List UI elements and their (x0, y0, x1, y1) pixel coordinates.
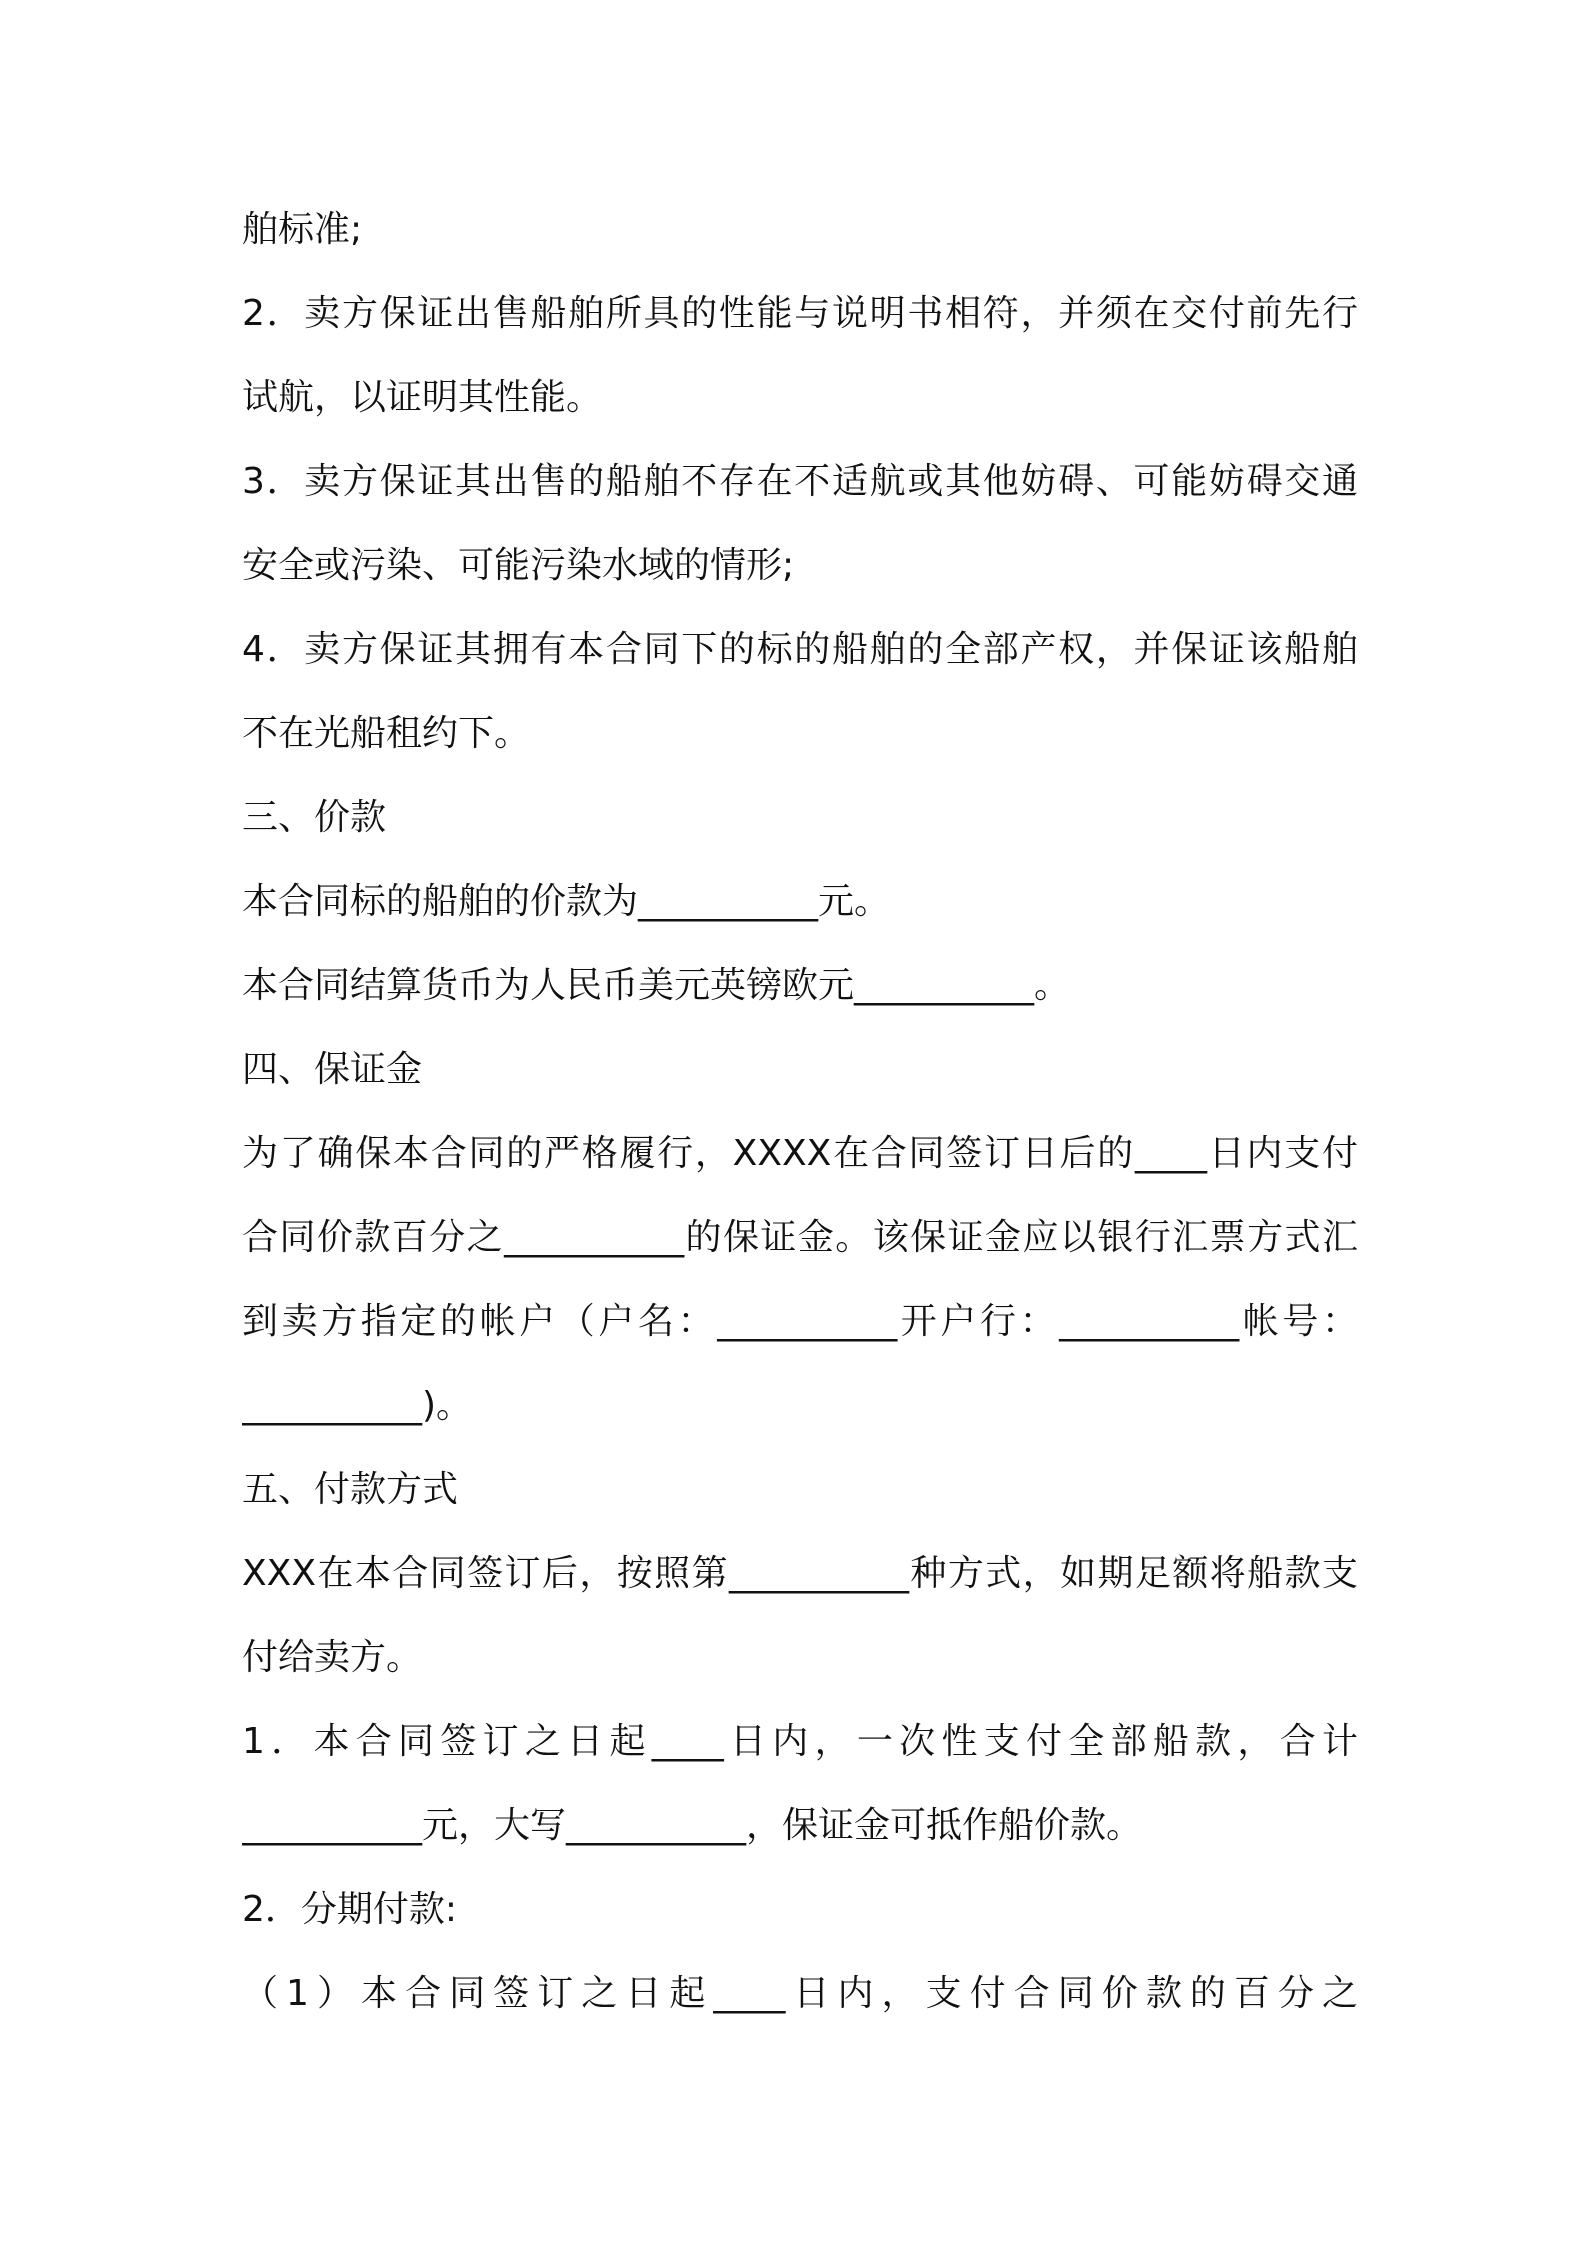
text-line: 本合同结算货币为人民币美元英镑欧元__________。 (242, 965, 1071, 1006)
text-line: 安全或污染、可能污染水域的情形; (242, 545, 795, 586)
text-line: 1．本合同签订之日起____日内，一次性支付全部船款，合计 (242, 1721, 1358, 1762)
text-line: __________)。 (242, 1385, 473, 1426)
text-line: 舶标准; (242, 209, 363, 250)
section-heading: 五、付款方式 (242, 1469, 459, 1510)
text-line: 2．卖方保证出售船舶所具的性能与说明书相符，并须在交付前先行 (242, 293, 1358, 334)
text-line: 合同价款百分之__________的保证金。该保证金应以银行汇票方式汇 (242, 1217, 1358, 1258)
text-line: 3．卖方保证其出售的船舶不存在不适航或其他妨碍、可能妨碍交通 (242, 461, 1358, 502)
text-line: 本合同标的船舶的价款为__________元。 (242, 881, 891, 922)
section-heading: 三、价款 (242, 797, 387, 838)
text-line: 试航，以证明其性能。 (242, 377, 603, 418)
section-heading: 四、保证金 (242, 1049, 423, 1090)
text-line: 2．分期付款: (242, 1889, 458, 1930)
text-line: 付给卖方。 (242, 1637, 423, 1678)
text-line: 不在光船租约下。 (242, 713, 531, 754)
text-line: __________元，大写__________，保证金可抵作船价款。 (242, 1805, 1143, 1846)
text-line: 到卖方指定的帐户（户名：__________开户行：__________帐号： (242, 1301, 1358, 1342)
text-line: XXX在本合同签订后，按照第__________种方式，如期足额将船款支 (242, 1553, 1358, 1594)
document-body (242, 200, 1358, 2048)
text-line: 4．卖方保证其拥有本合同下的标的船舶的全部产权，并保证该船舶 (242, 629, 1358, 670)
text-line: 为了确保本合同的严格履行，XXXX在合同签订日后的____日内支付 (242, 1133, 1358, 1174)
text-line: （1）本合同签订之日起____日内，支付合同价款的百分之 (242, 1973, 1358, 2014)
